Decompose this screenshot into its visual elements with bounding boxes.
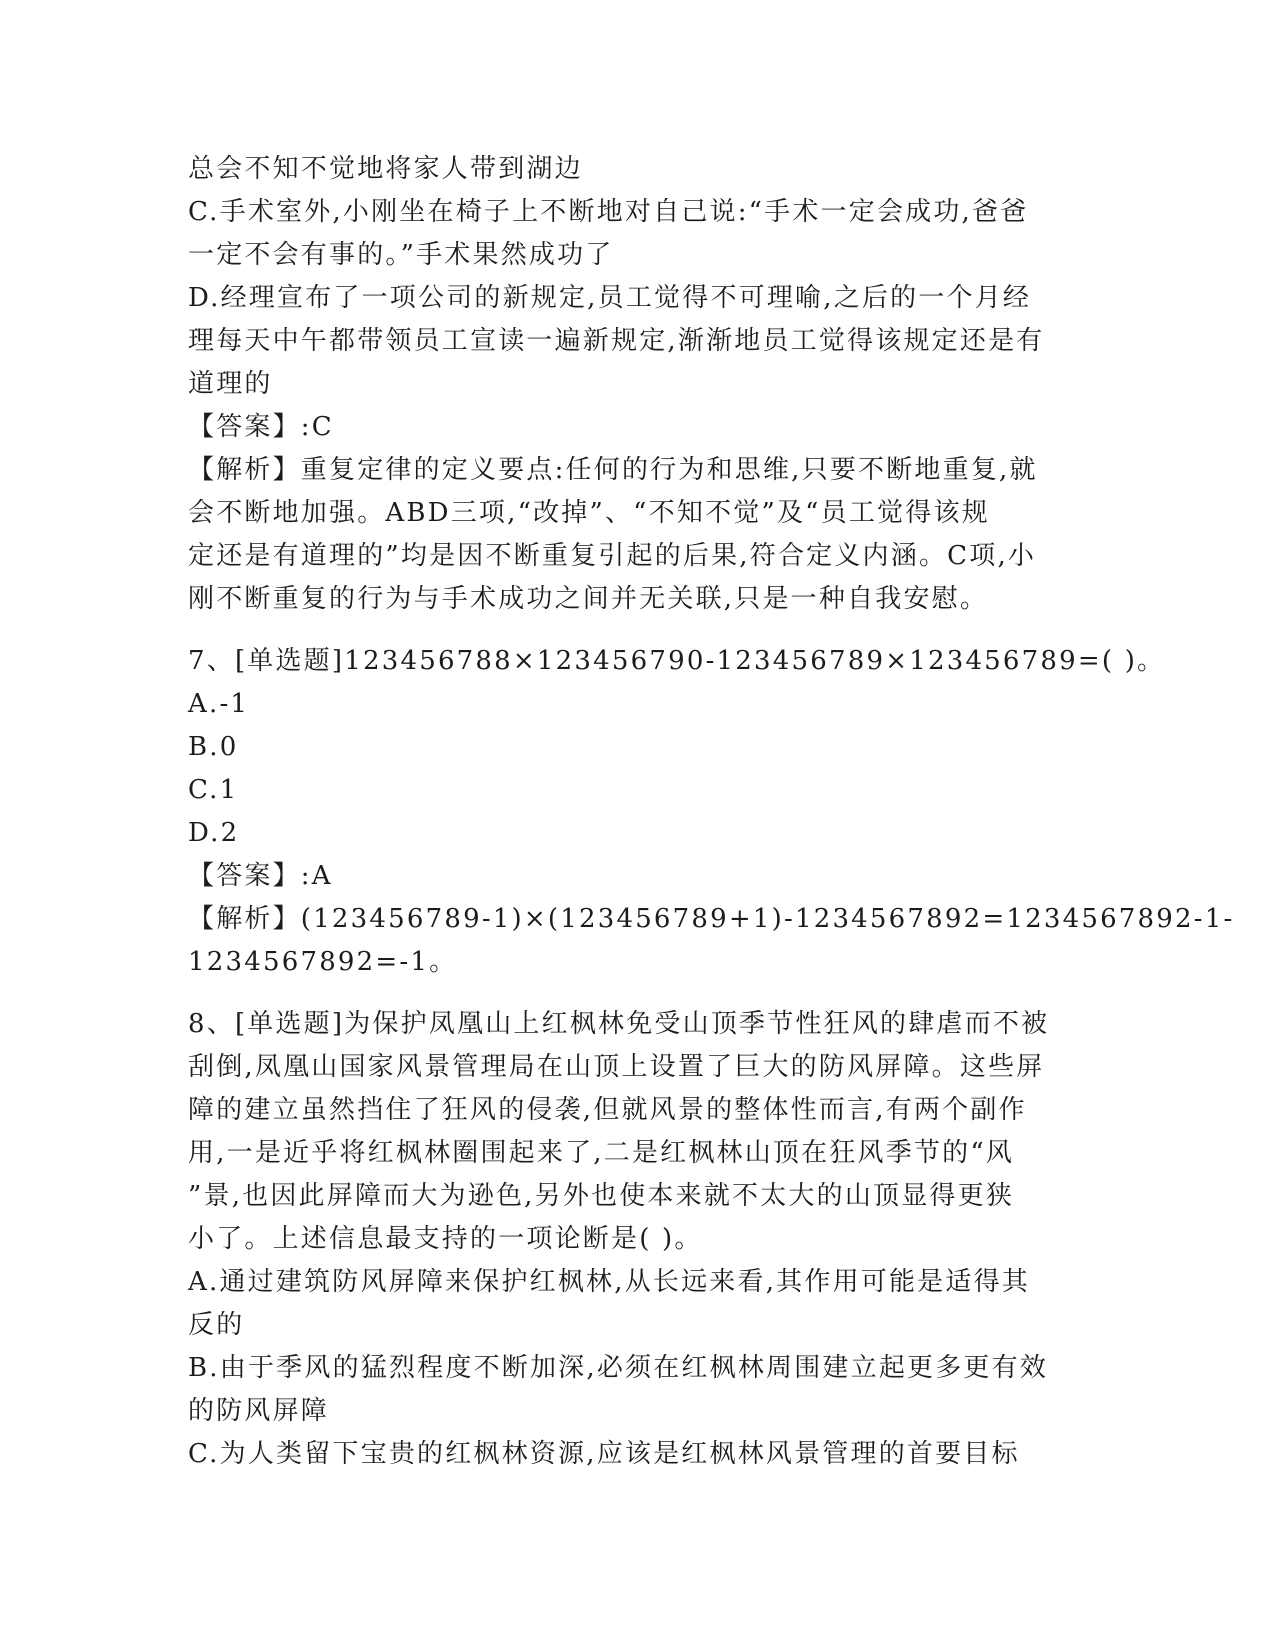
q8-stem-line-4: 用,一是近乎将红枫林圈围起来了,二是红枫林山顶在狂风季节的“风 xyxy=(188,1138,1015,1168)
question-gap xyxy=(188,984,1088,1003)
q8-option-b-line-2: 的防风屏障 xyxy=(188,1396,330,1426)
prev-option-b-tail: 总会不知不觉地将家人带到湖边 xyxy=(188,154,583,184)
q7-analysis-line-2: 1234567892=-1。 xyxy=(188,947,458,977)
q7-answer: 【答案】:A xyxy=(188,861,333,891)
prev-option-d-line-3: 道理的 xyxy=(188,369,273,399)
q8-stem-line-1: 8、[单选题]为保护凤凰山上红枫林免受山顶季节性狂风的肆虐而不被 xyxy=(188,1009,1050,1039)
q7-option-b: B.0 xyxy=(188,732,239,762)
q8-stem-line-6: 小了。上述信息最支持的一项论断是( )。 xyxy=(188,1224,703,1254)
q8-option-c: C.为人类留下宝贵的红枫林资源,应该是红枫林风景管理的首要目标 xyxy=(188,1439,1020,1469)
q7-stem: 7、[单选题]123456788×123456790-123456789×123456789=( )。 xyxy=(188,646,1166,676)
prev-analysis-line-4: 刚不断重复的行为与手术成功之间并无关联,只是一种自我安慰。 xyxy=(188,584,989,614)
prev-option-c-line-1: C.手术室外,小刚坐在椅子上不断地对自己说:“手术一定会成功,爸爸 xyxy=(188,197,1029,227)
q8-option-a-line-2: 反的 xyxy=(188,1310,245,1340)
q8-stem-line-3: 障的建立虽然挡住了狂风的侵袭,但就风景的整体性而言,有两个副作 xyxy=(188,1095,1027,1125)
q8-stem-line-2: 刮倒,凤凰山国家风景管理局在山顶上设置了巨大的防风屏障。这些屏 xyxy=(188,1052,1045,1082)
prev-analysis-line-2: 会不断地加强。ABD三项,“改掉”、“不知不觉”及“员工觉得该规 xyxy=(188,498,990,528)
prev-option-d-line-2: 理每天中午都带领员工宣读一遍新规定,渐渐地员工觉得该规定还是有 xyxy=(188,326,1045,356)
q7-option-d: D.2 xyxy=(188,818,240,848)
question-gap xyxy=(188,621,1088,640)
q8-option-a-line-1: A.通过建筑防风屏障来保护红枫林,从长远来看,其作用可能是适得其 xyxy=(188,1267,1030,1297)
prev-analysis-line-1: 【解析】重复定律的定义要点:任何的行为和思维,只要不断地重复,就 xyxy=(188,455,1038,485)
prev-analysis-line-3: 定还是有道理的”均是因不断重复引起的后果,符合定义内涵。C项,小 xyxy=(188,541,1037,571)
prev-option-d-line-1: D.经理宣布了一项公司的新规定,员工觉得不可理喻,之后的一个月经 xyxy=(188,283,1032,313)
prev-answer: 【答案】:C xyxy=(188,412,334,442)
q7-analysis-line-1: 【解析】(123456789-1)×(123456789+1)-1234567892=1234567892-1- xyxy=(188,904,1235,934)
q7-option-a: A.-1 xyxy=(188,689,250,719)
prev-option-c-line-2: 一定不会有事的。”手术果然成功了 xyxy=(188,240,614,270)
q8-stem-line-5: ”景,也因此屏障而大为逊色,另外也使本来就不太大的山顶显得更狭 xyxy=(188,1181,1015,1211)
q7-option-c: C.1 xyxy=(188,775,239,805)
document-body xyxy=(188,148,1235,1476)
q8-option-b-line-1: B.由于季风的猛烈程度不断加深,必须在红枫林周围建立起更多更有效 xyxy=(188,1353,1049,1383)
